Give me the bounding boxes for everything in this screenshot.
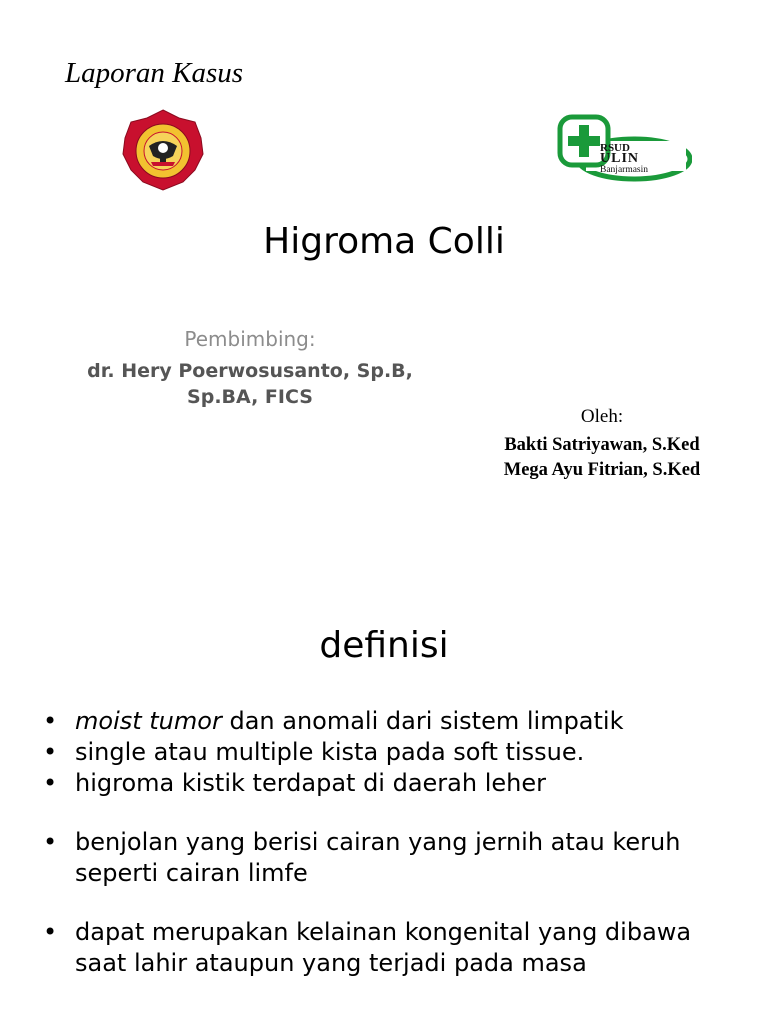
author-name: Mega Ayu Fitrian, S.Ked (503, 460, 701, 480)
bullet-icon: • (43, 707, 58, 735)
definition-slide (0, 576, 768, 1024)
supervisor-label: Pembimbing: (184, 327, 316, 351)
bullet-icon: • (43, 828, 58, 856)
report-type: Laporan Kasus (65, 57, 244, 89)
list-item (40, 706, 740, 737)
university-seal-logo (121, 108, 205, 192)
list-item (40, 737, 740, 768)
bullet-icon: • (43, 738, 58, 766)
hospital-logo-line2: ULIN (600, 151, 640, 166)
list-item (40, 827, 740, 889)
hospital-logo-line3: Banjarmasin (600, 165, 649, 175)
by-label: Oleh: (580, 406, 624, 427)
list-item (40, 917, 740, 979)
bullet-icon: • (43, 769, 58, 797)
bullet-text: benjolan yang berisi cairan yang jernih atau keruh seperti cairan limfe (75, 828, 681, 887)
bullet-text: dapat merupakan kelainan kongenital yang dibawa saat lahir ataupun yang terjadi pada masa (75, 918, 692, 977)
hospital-logo (556, 113, 692, 185)
bullet-text: single atau multiple kista pada soft tissue. (75, 738, 585, 766)
bullet-emphasis: moist tumor (75, 707, 222, 735)
bullet-icon: • (43, 918, 58, 946)
list-item (40, 768, 740, 799)
author-name: Bakti Satriyawan, S.Ked (504, 435, 700, 455)
bullet-list (40, 706, 740, 979)
bullet-text: dan anomali dari sistem limpatik (221, 707, 624, 735)
slide-heading: definisi (319, 625, 449, 666)
bullet-text: higroma kistik terdapat di daerah leher (75, 769, 546, 797)
supervisor-name: dr. Hery Poerwosusanto, Sp.B, Sp.BA, FICS (87, 360, 413, 408)
slide-title: Higroma Colli (263, 221, 505, 262)
hospital-logo-line1: RSUD (600, 142, 630, 154)
